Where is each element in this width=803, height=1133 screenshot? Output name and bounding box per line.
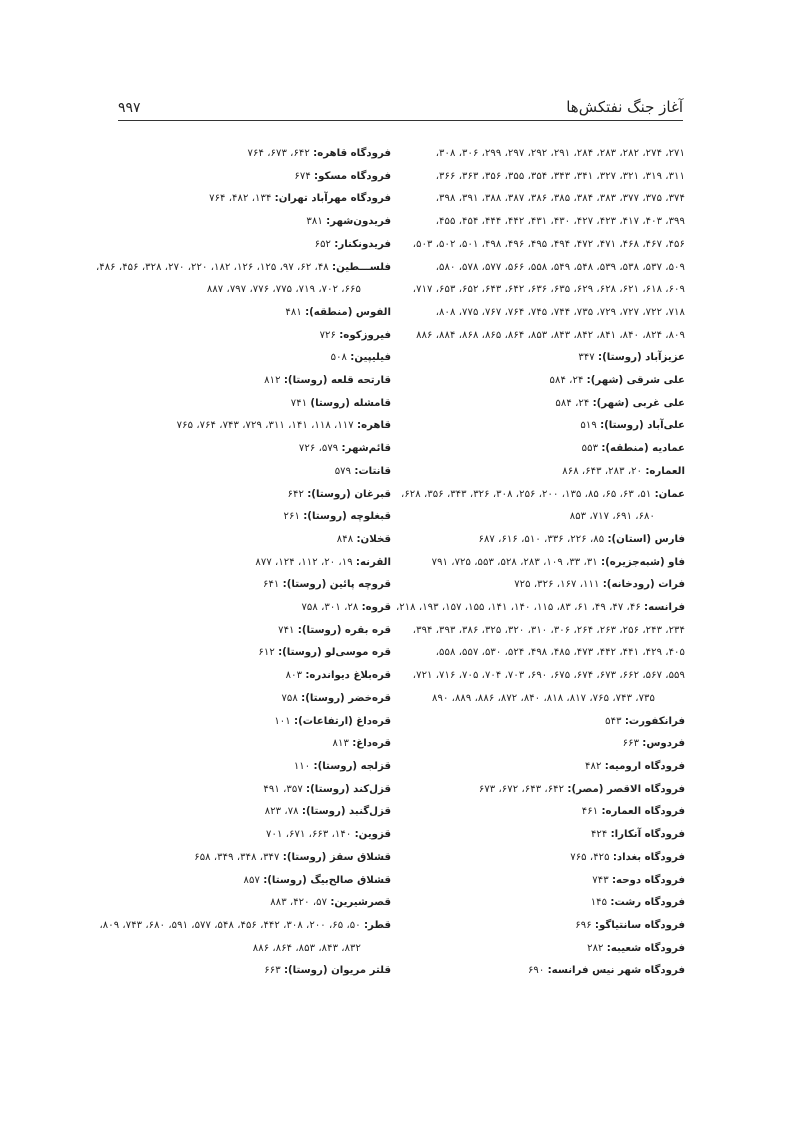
index-entry bbox=[101, 824, 391, 847]
index-entry bbox=[415, 801, 685, 824]
index-page-refs: ۱۱۱، ۱۶۷، ۳۲۶، ۷۲۵ bbox=[514, 579, 600, 591]
index-entry bbox=[101, 393, 391, 416]
index-page-refs: ۸۴۸ bbox=[336, 533, 354, 545]
index-entry bbox=[101, 370, 391, 393]
index-page-refs: ۶۰۹، ۶۱۸، ۶۲۱، ۶۲۸، ۶۲۹، ۶۳۵، ۶۳۶، ۶۴۲، ۶۴۳، ۶۵۲، ۶۵۳، ۷۱۷، bbox=[412, 284, 685, 296]
index-term: قزلجه (روستا): bbox=[313, 760, 391, 772]
index-page-refs: ۶۱۲ bbox=[258, 647, 275, 659]
index-entry bbox=[415, 915, 685, 938]
index-entry bbox=[101, 438, 391, 461]
index-entry bbox=[101, 461, 391, 484]
index-entry bbox=[415, 779, 685, 802]
index-entry bbox=[415, 642, 685, 665]
index-entry bbox=[415, 529, 685, 552]
index-term: عمادیه (منطقه): bbox=[601, 443, 685, 455]
index-page-refs: ۵۱، ۶۳، ۶۵، ۸۵، ۱۳۵، ۲۰۰، ۲۵۶، ۳۰۸، ۳۲۶، ۳۴۳، ۳۵۶، ۶۲۸، bbox=[401, 488, 652, 500]
index-page-refs: ۶۴۱ bbox=[262, 579, 280, 591]
index-term: قزوین: bbox=[354, 829, 391, 841]
index-page-refs: ۷۴۱ bbox=[290, 397, 308, 409]
index-entry bbox=[395, 597, 685, 620]
index-page-refs: ۳۱۱، ۳۱۹، ۳۲۱، ۳۲۷، ۳۴۱، ۳۴۳، ۳۵۴، ۳۵۵، ۳۵۶، ۳۶۳، ۳۶۶، bbox=[435, 170, 685, 182]
index-page-refs: ۴۶، ۴۷، ۴۹، ۶۱، ۸۳، ۱۱۵، ۱۴۰، ۱۴۱، ۱۵۵، ۱۵۷، ۱۹۳، ۲۱۸، bbox=[395, 602, 641, 614]
index-entry bbox=[415, 461, 685, 484]
index-term: قره‌خضر (روستا): bbox=[301, 692, 391, 704]
index-page-refs: ۳۸۱ bbox=[306, 216, 323, 228]
index-column-right bbox=[395, 143, 685, 983]
index-term: فیروزکوه: bbox=[339, 329, 391, 341]
index-page-refs: ۷۴۳ bbox=[592, 874, 609, 886]
index-term: علی غربی (شهر): bbox=[592, 397, 685, 409]
index-entry bbox=[415, 870, 685, 893]
index-page-refs: ۵۷۹ bbox=[334, 465, 352, 477]
index-page-refs: ۵۰۹، ۵۳۷، ۵۳۸، ۵۳۹، ۵۴۸، ۵۴۹، ۵۵۸، ۵۶۶، ۵۷۷، ۵۷۸، ۵۸۰، bbox=[435, 261, 685, 273]
index-entry bbox=[415, 393, 685, 416]
index-page-refs: ۲۶۱ bbox=[283, 511, 300, 523]
index-entry bbox=[101, 938, 391, 961]
index-entry bbox=[415, 166, 685, 189]
index-entry bbox=[415, 847, 685, 870]
index-term: قره‌داغ: bbox=[352, 738, 391, 750]
index-page-refs: ۵۵۳ bbox=[581, 443, 599, 455]
index-page-refs: ۵۱۹ bbox=[580, 420, 597, 432]
index-term: فارس (استان): bbox=[607, 533, 685, 545]
index-entry bbox=[101, 415, 391, 438]
index-term: قبرغان (روستا): bbox=[307, 488, 391, 500]
index-entry bbox=[415, 733, 685, 756]
index-term: قاهره: bbox=[357, 420, 391, 432]
index-entry bbox=[101, 188, 391, 211]
index-entry bbox=[101, 620, 391, 643]
index-entry bbox=[101, 211, 391, 234]
index-entry bbox=[101, 960, 391, 983]
index-term: قلتر مریوان (روستا): bbox=[283, 965, 391, 977]
index-page-refs: ۷۴۱ bbox=[278, 624, 295, 636]
index-term: فرودگاه شعیبه: bbox=[606, 942, 685, 954]
index-entry bbox=[415, 370, 685, 393]
index-term: فرودگاه مهرآباد تهران: bbox=[274, 193, 391, 205]
index-entry bbox=[412, 620, 685, 643]
index-term: قره‌داغ (ارتفاعات): bbox=[294, 715, 391, 727]
index-entry bbox=[101, 688, 391, 711]
index-entry bbox=[415, 892, 685, 915]
index-entry bbox=[415, 824, 685, 847]
index-term: فرودگاه العماره: bbox=[601, 806, 685, 818]
index-term: فرودگاه سانتیاگو: bbox=[594, 919, 685, 931]
index-term: قره‌بلاغ دیواندره: bbox=[305, 670, 391, 682]
index-term: قارتحه قلعه (روستا): bbox=[283, 375, 391, 387]
index-page-refs: ۵۰، ۶۵، ۲۰۰، ۳۰۸، ۴۴۲، ۴۵۶، ۵۴۸، ۵۷۷، ۵۹۱، ۶۸۰، ۷۴۳، ۸۰۹، bbox=[99, 919, 361, 931]
index-entry bbox=[415, 143, 685, 166]
index-page-refs: ۴۸۲ bbox=[585, 760, 602, 772]
index-entry bbox=[101, 552, 391, 575]
index-page-refs: ۷۲۶ bbox=[319, 329, 336, 341]
index-term: العماره: bbox=[645, 465, 685, 477]
index-page-refs: ۸۵، ۲۲۶، ۳۳۶، ۵۱۰، ۶۱۶، ۶۸۷ bbox=[478, 533, 605, 545]
index-page-refs: ۶۶۵، ۷۰۲، ۷۱۹، ۷۷۵، ۷۷۶، ۷۹۷، ۸۸۷ bbox=[206, 284, 361, 296]
index-page-refs: ۶۶۳ bbox=[264, 965, 281, 977]
index-entry bbox=[415, 506, 685, 529]
index-term: فرودگاه بغداد: bbox=[612, 851, 685, 863]
index-term: فرودگاه قاهره: bbox=[313, 148, 391, 159]
index-term: فرات (رودخانه): bbox=[602, 579, 685, 591]
index-entry bbox=[101, 642, 391, 665]
index-page-refs: ۸۳۲، ۸۴۳، ۸۵۳، ۸۶۴، ۸۸۶ bbox=[252, 942, 361, 954]
index-page-refs: ۸۱۳ bbox=[332, 738, 349, 750]
index-entry bbox=[101, 665, 391, 688]
index-term: علی‌آباد (روستا): bbox=[600, 420, 685, 432]
index-entry bbox=[101, 302, 391, 325]
index-entry bbox=[101, 166, 391, 189]
index-page-refs: ۸۵۷ bbox=[243, 874, 260, 886]
index-term: فرانسه: bbox=[644, 602, 685, 614]
index-term: فرودگاه رشت: bbox=[610, 897, 685, 909]
index-page-refs: ۳۵۷، ۴۹۱ bbox=[263, 783, 303, 795]
index-term: عمان: bbox=[654, 488, 685, 500]
index-page-refs: ۲۴، ۵۸۴ bbox=[555, 397, 590, 409]
index-entry bbox=[101, 801, 391, 824]
index-entry bbox=[101, 574, 391, 597]
index-page-refs: ۲۷۱، ۲۷۴، ۲۸۲، ۲۸۳، ۲۸۴، ۲۹۱، ۲۹۲، ۲۹۷، ۲۹۹، ۳۰۶، ۳۰۸، bbox=[435, 148, 685, 159]
index-term: الفوس (منطقه): bbox=[305, 306, 391, 318]
index-entry bbox=[415, 257, 685, 280]
page-header bbox=[118, 92, 683, 121]
index-page-refs: ۶۴۲، ۶۷۳، ۷۶۴ bbox=[247, 148, 310, 159]
index-page-refs: ۱۱۷، ۱۱۸، ۱۴۱، ۳۱۱، ۷۲۹، ۷۴۳، ۷۶۴، ۷۶۵ bbox=[176, 420, 354, 432]
index-entry bbox=[415, 188, 685, 211]
index-page-refs: ۳۷۴، ۳۷۵، ۳۷۷، ۳۸۳، ۳۸۴، ۳۸۵، ۳۸۶، ۳۸۷، ۳۸۸، ۳۹۱، ۳۹۸، bbox=[435, 193, 685, 205]
index-entry bbox=[401, 484, 685, 507]
index-term: فردوس: bbox=[642, 738, 685, 750]
index-term: فرودگاه دوحه: bbox=[611, 874, 685, 886]
index-page-refs: ۲۴، ۵۸۴ bbox=[549, 375, 584, 387]
index-page-refs: ۴۸، ۶۲، ۹۷، ۱۲۵، ۱۲۶، ۱۸۲، ۲۲۰، ۲۷۰، ۳۲۸، ۴۵۶، ۴۸۶، bbox=[95, 261, 329, 273]
index-entry bbox=[415, 688, 685, 711]
index-entry bbox=[101, 347, 391, 370]
index-term: قبغلوچه (روستا): bbox=[303, 511, 391, 523]
index-page-refs: ۶۴۲، ۶۴۳، ۶۷۲، ۶۷۳ bbox=[478, 783, 565, 795]
index-page-refs: ۲۸۲ bbox=[587, 942, 604, 954]
index-page-refs: ۲۸، ۳۰۱، ۷۵۸ bbox=[301, 602, 359, 614]
index-page-refs: ۷۳۵، ۷۴۳، ۷۶۵، ۸۱۷، ۸۱۸، ۸۴۰، ۸۷۲، ۸۸۶، ۸۸۹، ۸۹۰ bbox=[432, 692, 655, 704]
index-term: قزل‌کند (روستا): bbox=[306, 783, 391, 795]
index-page-refs: ۶۶۳ bbox=[622, 738, 640, 750]
index-column-left bbox=[95, 143, 391, 983]
index-term: قروچه پائین (روستا): bbox=[282, 579, 391, 591]
index-page-refs: ۱۴۵ bbox=[590, 897, 608, 909]
index-page-refs: ۶۴۲ bbox=[287, 488, 304, 500]
index-entry bbox=[415, 211, 685, 234]
index-entry bbox=[412, 665, 685, 688]
index-entry bbox=[101, 915, 391, 938]
index-page-refs: ۱۹، ۲۰، ۱۱۲، ۱۲۴، ۸۷۷ bbox=[255, 556, 353, 568]
index-entry bbox=[415, 347, 685, 370]
index-entry bbox=[101, 711, 391, 734]
index-term: فرودگاه آنکارا: bbox=[610, 829, 685, 841]
index-entry bbox=[415, 438, 685, 461]
index-entry bbox=[412, 279, 685, 302]
index-page-refs: ۸۰۳ bbox=[285, 670, 303, 682]
index-entry bbox=[101, 756, 391, 779]
index-entry bbox=[95, 257, 391, 280]
index-term: فیلیپین: bbox=[350, 352, 391, 364]
index-page-refs: ۳۴۷، ۳۴۸، ۳۴۹، ۶۵۸ bbox=[194, 851, 280, 863]
index-page-refs: ۵۰۸ bbox=[330, 352, 348, 364]
index-entry bbox=[412, 234, 685, 257]
index-term: قشلاق سقز (روستا): bbox=[282, 851, 391, 863]
index-term: فرودگاه شهر نیس فرانسه: bbox=[547, 965, 685, 977]
index-page-refs: ۴۲۴ bbox=[590, 829, 608, 841]
index-entry bbox=[415, 574, 685, 597]
index-term: فریدون‌شهر: bbox=[326, 216, 391, 228]
index-entry bbox=[101, 234, 391, 257]
index-page-refs: ۱۳۴، ۴۸۲، ۷۶۴ bbox=[209, 193, 272, 205]
index-term: قامشله (روستا) bbox=[310, 397, 391, 409]
index-term: قصرشیرین: bbox=[330, 897, 391, 909]
index-entry bbox=[415, 552, 685, 575]
index-term: القرنه: bbox=[355, 556, 391, 568]
index-page-refs: ۱۱۰ bbox=[293, 760, 311, 772]
index-term: قانتات: bbox=[354, 465, 391, 477]
index-page-refs: ۴۵۶، ۴۶۷، ۴۶۸، ۴۷۱، ۴۷۲، ۴۹۴، ۴۹۵، ۴۹۶، ۴۹۸، ۵۰۱، ۵۰۲، ۵۰۳، bbox=[412, 238, 685, 250]
index-entry bbox=[415, 415, 685, 438]
index-page-refs: ۳۴۷ bbox=[578, 352, 595, 364]
index-term: قزل‌گنبد (روستا): bbox=[301, 806, 391, 818]
index-term: علی شرقی (شهر): bbox=[586, 375, 685, 387]
index-entry bbox=[101, 779, 391, 802]
index-page-refs: ۸۰۹، ۸۲۴، ۸۴۰، ۸۴۱، ۸۴۲، ۸۴۳، ۸۵۳، ۸۶۴، ۸۶۵، ۸۶۸، ۸۸۴، ۸۸۶ bbox=[416, 329, 685, 341]
index-page-refs: ۶۷۴ bbox=[294, 170, 311, 182]
index-term: قائم‌شهر: bbox=[341, 443, 391, 455]
index-page-refs: ۲۰، ۲۸۳، ۶۴۳، ۸۶۸ bbox=[562, 465, 643, 477]
index-page-refs: ۳۹۹، ۴۰۳، ۴۱۷، ۴۲۳، ۴۲۷، ۴۳۰، ۴۳۱، ۴۴۲، ۴۴۴، ۴۵۴، ۴۵۵، bbox=[435, 216, 685, 228]
index-page-refs: ۵۴۳ bbox=[605, 715, 622, 727]
index-page-refs: ۷۸، ۸۲۳ bbox=[264, 806, 299, 818]
index-entry bbox=[101, 279, 391, 302]
index-term: قروه: bbox=[361, 602, 391, 614]
index-page-refs: ۱۰۱ bbox=[274, 715, 291, 727]
index-entry bbox=[101, 847, 391, 870]
index-page-refs: ۳۱، ۳۳، ۱۰۹، ۲۸۳، ۵۲۸، ۵۵۳، ۷۲۵، ۷۹۱ bbox=[431, 556, 598, 568]
index-entry bbox=[101, 506, 391, 529]
index-page-refs: ۴۰۵، ۴۲۹، ۴۴۱، ۴۴۲، ۴۷۳، ۴۸۵، ۴۹۸، ۵۲۴، ۵۳۰، ۵۵۷، ۵۵۸، bbox=[435, 647, 685, 659]
index-entry bbox=[101, 143, 391, 166]
index-entry bbox=[101, 597, 391, 620]
index-entry bbox=[415, 302, 685, 325]
page-number: ۹۹۷ bbox=[118, 100, 141, 116]
index-page-refs: ۸۱۲ bbox=[264, 375, 281, 387]
index-page-refs: ۶۸۰، ۶۹۱، ۷۱۷، ۸۵۳ bbox=[569, 511, 655, 523]
index-entry bbox=[415, 960, 685, 983]
index-page-refs: ۵۷۹، ۷۲۶ bbox=[298, 443, 339, 455]
index-term: فرودگاه ارومیه: bbox=[604, 760, 685, 772]
index-term: فریدونکنار: bbox=[334, 238, 391, 250]
index-page-refs: ۴۶۱ bbox=[581, 806, 599, 818]
index-entry bbox=[101, 325, 391, 348]
index-term: فرودگاه الاقصر (مصر): bbox=[567, 783, 685, 795]
index-term: قطر: bbox=[363, 919, 391, 931]
index-page-refs: ۶۹۶ bbox=[575, 919, 592, 931]
index-page-refs: ۷۵۸ bbox=[281, 692, 298, 704]
index-entry bbox=[415, 325, 685, 348]
index-term: فرودگاه مسکو: bbox=[314, 170, 391, 182]
index-entry bbox=[101, 870, 391, 893]
index-entry bbox=[415, 756, 685, 779]
index-page-refs: ۲۳۴، ۲۴۳، ۲۵۶، ۲۶۳، ۲۶۴، ۳۰۶، ۳۱۰، ۳۲۰، ۳۲۵، ۳۸۶، ۳۹۳، ۳۹۴، bbox=[412, 624, 685, 636]
index-page-refs: ۱۴۰، ۶۶۳، ۶۷۱، ۷۰۱ bbox=[266, 829, 352, 841]
index-entry bbox=[101, 733, 391, 756]
index-page-refs: ۵۷، ۴۲۰، ۸۸۳ bbox=[270, 897, 328, 909]
index-term: قخلان: bbox=[356, 533, 391, 545]
index-page-refs: ۶۵۲ bbox=[314, 238, 332, 250]
index-entry bbox=[101, 484, 391, 507]
index-term: قره بقره (روستا): bbox=[297, 624, 391, 636]
index-term: قشلاق صالح‌بیگ (روستا): bbox=[263, 874, 391, 886]
index-page-refs: ۴۲۵، ۷۶۵ bbox=[570, 851, 610, 863]
index-page-refs: ۶۹۰ bbox=[527, 965, 545, 977]
index-term: فرانکفورت: bbox=[624, 715, 685, 727]
index-page-refs: ۵۵۹، ۵۶۷، ۶۶۲، ۶۷۳، ۶۷۴، ۶۷۵، ۶۹۰، ۷۰۳، ۷۰۴، ۷۰۵، ۷۱۶، ۷۲۱، bbox=[412, 670, 685, 682]
index-entry bbox=[101, 892, 391, 915]
index-term: فاو (شبه‌جزیره): bbox=[601, 556, 685, 568]
running-title: آغاز جنگ نفتکش‌ها bbox=[566, 98, 683, 116]
index-entry bbox=[101, 529, 391, 552]
index-term: عزیزآباد (روستا): bbox=[598, 352, 685, 364]
index-entry bbox=[415, 711, 685, 734]
index-page-refs: ۴۸۱ bbox=[285, 306, 302, 318]
index-page-refs: ۷۱۸، ۷۲۲، ۷۲۷، ۷۲۹، ۷۳۵، ۷۴۴، ۷۴۵، ۷۶۴، ۷۶۷، ۷۷۵، ۸۰۸، bbox=[435, 306, 685, 318]
index-entry bbox=[415, 938, 685, 961]
index-term: فلســـطین: bbox=[332, 261, 391, 273]
index-term: قره موسی‌لو (روستا): bbox=[278, 647, 391, 659]
